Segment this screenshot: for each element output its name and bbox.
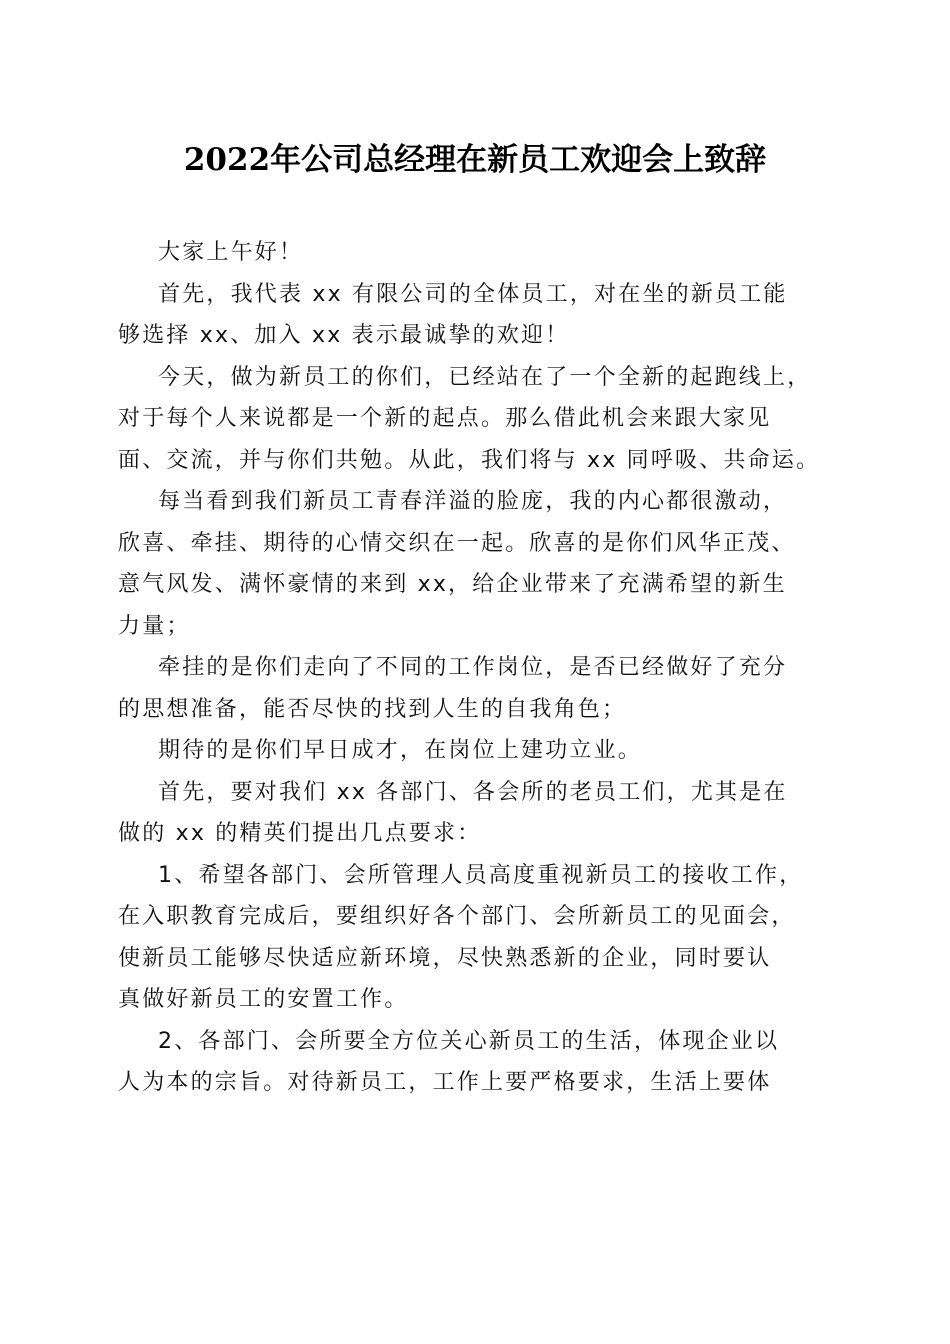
paragraph-line: 力量； — [118, 613, 191, 639]
paragraph-line: 的思想准备，能否尽快的找到人生的自我角色； — [118, 696, 627, 722]
paragraph-line: 人为本的宗旨。对待新员工，工作上要严格要求，生活上要体 — [118, 1070, 772, 1095]
paragraph-line: 真做好新员工的安置工作。 — [118, 987, 409, 1012]
paragraph-line: 对于每个人来说都是一个新的起点。那么借此机会来跟大家见 — [118, 406, 772, 431]
paragraph-line: 期待的是你们早日成才，在岗位上建功立业。 — [158, 738, 643, 763]
paragraph-line: 1、希望各部门、会所管理人员高度重视新员工的接收工作， — [158, 862, 804, 888]
document-title: 2022年公司总经理在新员工欢迎会上致辞 — [183, 142, 767, 178]
paragraph-line: 首先，要对我们 xx 各部门、各会所的老员工们，尤其是在 — [158, 779, 788, 805]
paragraph-line: 首先，我代表 xx 有限公司的全体员工，对在坐的新员工能 — [158, 281, 788, 307]
paragraph-line: 做的 xx 的精英们提出几点要求： — [118, 821, 482, 846]
paragraph-line: 大家上午好！ — [158, 240, 304, 265]
paragraph-line: 意气风发、满怀豪情的来到 xx，给企业带来了充满希望的新生 — [118, 572, 787, 597]
paragraph-line: 2、各部门、会所要全方位关心新员工的生活，体现企业以 — [158, 1028, 780, 1054]
paragraph-line: 面、交流，并与你们共勉。从此，我们将与 xx 同呼吸、共命运。 — [118, 447, 821, 473]
paragraph-line: 今天，做为新员工的你们，已经站在了一个全新的起跑线上， — [158, 364, 812, 390]
paragraph-line: 每当看到我们新员工青春洋溢的脸庞，我的内心都很激动， — [158, 489, 788, 514]
paragraph-line: 够选择 xx、加入 xx 表示最诚挚的欢迎！ — [118, 323, 570, 348]
document-body — [118, 232, 838, 1104]
paragraph-line: 在入职教育完成后，要组织好各个部门、会所新员工的见面会， — [118, 904, 796, 929]
paragraph-line: 欣喜、牵挂、期待的心情交织在一起。欣喜的是你们风华正茂、 — [118, 530, 796, 556]
paragraph-line: 牵挂的是你们走向了不同的工作岗位，是否已经做好了充分 — [158, 655, 788, 680]
paragraph-line: 使新员工能够尽快适应新环境，尽快熟悉新的企业，同时要认 — [118, 945, 772, 971]
